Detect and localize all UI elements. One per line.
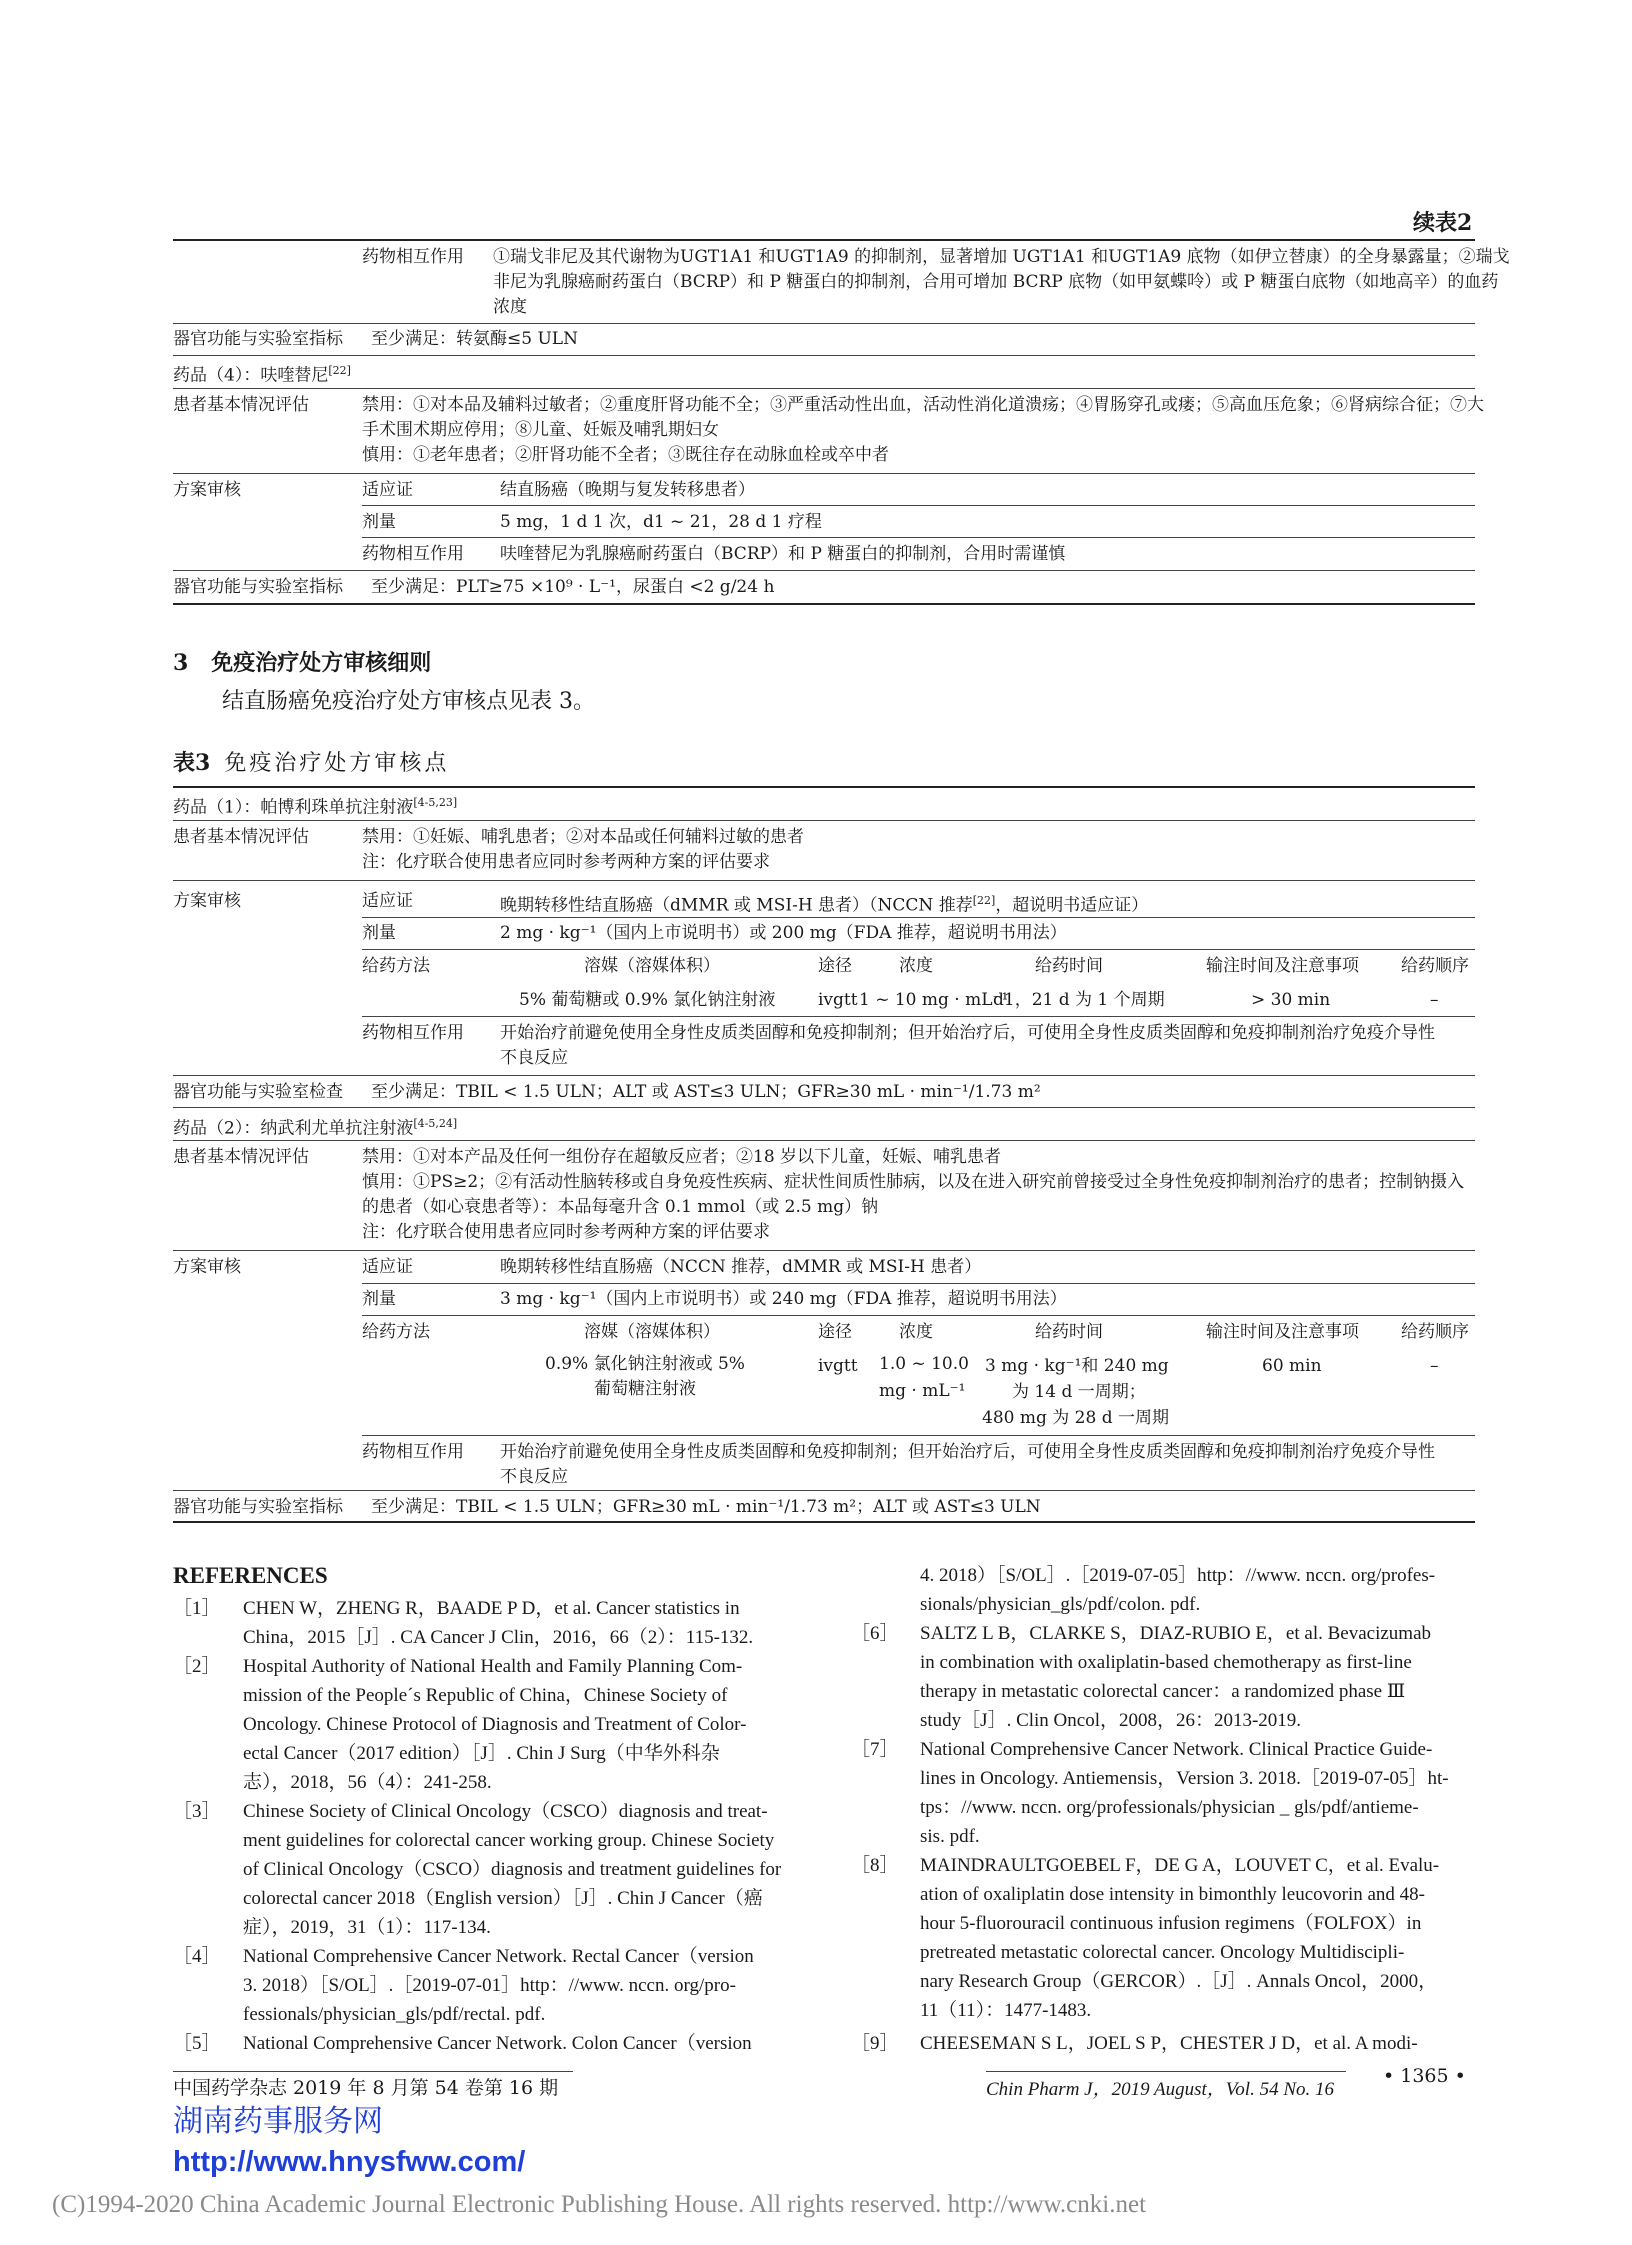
admin-cell: ivgtt [818, 990, 858, 1010]
organ-label: 器官功能与实验室检查 [173, 1082, 343, 1102]
plan-value: 呋喹替尼为乳腺癌耐药蛋白（BCRP）和 P 糖蛋白的抑制剂，合用时需谨慎 [500, 544, 1066, 564]
ref-line: fessionals/physician_gls/pdf/rectal. pdf. [243, 2004, 546, 2025]
admin-header: 输注时间及注意事项 [1206, 956, 1359, 976]
ref-line: of Clinical Oncology（CSCO）diagnosis and treatment guidelines for [243, 1859, 782, 1880]
plan-value: 结直肠癌（晚期与复发转移患者） [500, 480, 755, 500]
admin-cell: – [1430, 990, 1439, 1010]
section-heading: 3 免疫治疗处方审核细则 [173, 650, 432, 676]
organ-value: 至少满足：TBIL < 1.5 ULN；ALT 或 AST≤3 ULN；GFR≥30 mL · min⁻¹/1.73 m² [371, 1082, 1041, 1102]
table-top-rule [173, 786, 1475, 788]
ref-line: study［J］. Clin Oncol，2008，26：2013-2019. [920, 1710, 1302, 1731]
plan-label: 方案审核 [173, 891, 241, 911]
plan-key: 剂量 [362, 923, 396, 943]
sub-rule [362, 1435, 1475, 1436]
references-heading: REFERENCES [173, 1563, 328, 1588]
drug-title: 药品（2）：纳武利尤单抗注射液[4-5,24] [173, 1117, 458, 1139]
interaction-line: 开始治疗前避免使用全身性皮质类固醇和免疫抑制剂；但开始治疗后，可使用全身性皮质类固醇和免疫抑制剂治疗免疫介导性 [500, 1023, 1435, 1043]
admin-header: 溶媒（溶媒体积） [584, 1322, 720, 1342]
plan-key: 剂量 [362, 1289, 396, 1309]
footer-journal-en: Chin Pharm J，2019 August，Vol. 54 No. 16 [986, 2079, 1334, 2100]
ref-line: SALTZ L B，CLARKE S，DIAZ-RUBIO E，et al. Bevacizumab [920, 1623, 1431, 1644]
ref-line: mission of the People´s Republic of China，Chinese Society of [243, 1685, 728, 1706]
drug-title: 药品（4）：呋喹替尼[22] [173, 364, 351, 386]
interaction-line: 非尼为乳腺癌耐药蛋白（BCRP）和 P 糖蛋白的抑制剂，合用可增加 BCRP 底物（如甲氨蝶呤）或 P 糖蛋白底物（如地高辛）的血药 [493, 272, 1499, 292]
ref-line: lines in Oncology. Antiemensis，Version 3. 2018.［2019-07-05］ht- [920, 1768, 1449, 1789]
ref-number: ［7］ [851, 1739, 899, 1760]
organ-label: 器官功能与实验室指标 [173, 1497, 343, 1517]
sub-rule [362, 537, 1475, 538]
ref-number: ［2］ [173, 1656, 221, 1677]
interaction-line: ①瑞戈非尼及其代谢物为UGT1A1 和UGT1A9 的抑制剂，显著增加 UGT1A1 和UGT1A9 底物（如伊立替康）的全身暴露量；②瑞戈 [493, 247, 1510, 267]
admin-infusion: 60 min [1262, 1356, 1322, 1376]
section-intro: 结直肠癌免疫治疗处方审核点见表 3。 [222, 689, 595, 714]
interaction-line: 浓度 [493, 297, 527, 317]
sub-rule [362, 1016, 1475, 1017]
patient-label: 患者基本情况评估 [173, 827, 309, 847]
dose-value: 3 mg · kg⁻¹（国内上市说明书）或 240 mg（FDA 推荐，超说明书用法） [500, 1289, 1067, 1309]
ref-line: tps：//www. nccn. org/professionals/physician _ gls/pdf/antieme- [920, 1797, 1419, 1818]
ref-line: 4. 2018）［S/OL］.［2019-07-05］http：//www. nccn. org/profes- [920, 1565, 1436, 1586]
plan-key: 药物相互作用 [362, 544, 464, 564]
admin-conc: 1.0 ~ 10.0 [879, 1354, 969, 1374]
row-rule [173, 1140, 1475, 1141]
dose-value: 2 mg · kg⁻¹（国内上市说明书）或 200 mg（FDA 推荐，超说明书用法） [500, 923, 1067, 943]
admin-cell: 1 ~ 10 mg · mL⁻¹ [859, 990, 1009, 1010]
ref-line: China，2015［J］. CA Cancer J Clin，2016，66（2）：115-132. [243, 1627, 754, 1648]
ref-number: ［9］ [851, 2033, 899, 2054]
patient-line: 注：化疗联合使用患者应同时参考两种方案的评估要求 [362, 852, 770, 872]
admin-header: 溶媒（溶媒体积） [584, 956, 720, 976]
ref-line: Oncology. Chinese Protocol of Diagnosis and Treatment of Color- [243, 1714, 747, 1735]
copyright-line: (C)1994-2020 China Academic Journal Electronic Publishing House. All rights reserved. http://www.cnki.net [52, 2191, 1147, 2218]
table-caption: 表3 免疫治疗处方审核点 [173, 750, 450, 776]
ref-line: sis. pdf. [920, 1826, 980, 1847]
ref-line: National Comprehensive Cancer Network. Rectal Cancer（version [243, 1946, 754, 1967]
admin-header: 输注时间及注意事项 [1206, 1322, 1359, 1342]
ref-number: ［3］ [173, 1801, 221, 1822]
organ-value: 至少满足：PLT≥75 ×10⁹ · L⁻¹，尿蛋白 <2 g/24 h [371, 577, 775, 597]
row-rule [173, 570, 1475, 571]
patient-line: 禁用：①对本品及辅料过敏者；②重度肝肾功能不全；③严重活动性出血，活动性消化道溃疡；④胃肠穿孔或瘘；⑤高血压危象；⑥肾病综合征；⑦大 [362, 395, 1484, 415]
patient-line: 慎用：①老年患者；②肝肾功能不全者；③既往存在动脉血栓或卒中者 [362, 445, 889, 465]
patient-label: 患者基本情况评估 [173, 1147, 309, 1167]
row-rule [173, 355, 1475, 356]
sub-rule [362, 505, 1475, 506]
ref-line: hour 5-fluorouracil continuous infusion regimens（FOLFOX）in [920, 1913, 1422, 1934]
plan-value: 5 mg，1 d 1 次，d1 ~ 21，28 d 1 疗程 [500, 512, 822, 532]
ref-line: ectal Cancer（2017 edition）［J］. Chin J Surg（中华外科杂 [243, 1743, 720, 1764]
patient-label: 患者基本情况评估 [173, 395, 309, 415]
plan-key: 适应证 [362, 891, 413, 911]
admin-order: – [1430, 1356, 1439, 1376]
ref-number: ［4］ [173, 1946, 221, 1967]
continued-table-label: 续表2 [1413, 210, 1473, 236]
admin-header: 给药时间 [1035, 1322, 1103, 1342]
organ-label: 器官功能与实验室指标 [173, 329, 343, 349]
admin-header: 浓度 [899, 1322, 933, 1342]
admin-cell: > 30 min [1251, 990, 1331, 1010]
admin-header: 给药顺序 [1401, 1322, 1469, 1342]
admin-cell: d1，21 d 为 1 个周期 [993, 990, 1165, 1010]
organ-value: 至少满足：转氨酶≤5 ULN [371, 329, 578, 349]
plan-key: 适应证 [362, 480, 413, 500]
row-rule [173, 388, 1475, 389]
watermark-url[interactable]: http://www.hnysfww.com/ [173, 2146, 526, 2178]
admin-header: 途径 [818, 1322, 852, 1342]
row-rule [173, 323, 1475, 324]
admin-solvent: 葡萄糖注射液 [594, 1379, 696, 1399]
ref-line: colorectal cancer 2018（English version）［J］. Chin J Cancer（癌 [243, 1888, 763, 1909]
plan-label: 方案审核 [173, 1257, 241, 1277]
plan-key: 药物相互作用 [362, 1023, 464, 1043]
interaction-line: 不良反应 [500, 1467, 568, 1487]
ref-line: CHEN W，ZHENG R，BAADE P D，et al. Cancer statistics in [243, 1598, 740, 1619]
ref-line: Chinese Society of Clinical Oncology（CSCO）diagnosis and treat- [243, 1801, 768, 1822]
admin-time: 3 mg · kg⁻¹和 240 mg [985, 1356, 1169, 1376]
plan-key: 适应证 [362, 1257, 413, 1277]
admin-header: 给药时间 [1035, 956, 1103, 976]
footer-journal-cn: 中国药学杂志 2019 年 8 月第 54 卷第 16 期 [173, 2077, 559, 2099]
admin-header: 给药顺序 [1401, 956, 1469, 976]
ref-line: National Comprehensive Cancer Network. Clinical Practice Guide- [920, 1739, 1433, 1760]
watermark-cn: 湖南药事服务网 [173, 2104, 383, 2139]
footer-rule-left [173, 2071, 573, 2072]
ref-line: in combination with oxaliplatin-based chemotherapy as first-line [920, 1652, 1412, 1673]
ref-number: ［6］ [851, 1623, 899, 1644]
indication-value: 晚期转移性结直肠癌（dMMR 或 MSI-H 患者）（NCCN 推荐[22]，超说明书适应证） [500, 894, 1149, 916]
organ-value: 至少满足：TBIL < 1.5 ULN；GFR≥30 mL · min⁻¹/1.73 m²；ALT 或 AST≤3 ULN [371, 1497, 1041, 1517]
plan-key: 给药方法 [362, 956, 430, 976]
admin-route: ivgtt [818, 1356, 858, 1376]
ref-line: nary Research Group（GERCOR）.［J］. Annals Oncol，2000， [920, 1971, 1438, 1992]
patient-line: 禁用：①妊娠、哺乳患者；②对本品或任何辅料过敏的患者 [362, 827, 804, 847]
admin-time: 480 mg 为 28 d 一周期 [982, 1408, 1169, 1428]
drug-title: 药品（1）：帕博利珠单抗注射液[4-5,23] [173, 796, 458, 818]
admin-header: 途径 [818, 956, 852, 976]
patient-line: 慎用：①PS≥2；②有活动性脑转移或自身免疫性疾病、症状性间质性肺病，以及在进入研究前曾接受过全身性免疫抑制剂治疗的患者；控制钠摄入 [362, 1172, 1465, 1192]
ref-line: CHEESEMAN S L，JOEL S P，CHESTER J D，et al. A modi- [920, 2033, 1418, 2054]
sub-rule [362, 917, 1475, 918]
row-rule [173, 1250, 1475, 1251]
row-rule [173, 473, 1475, 474]
page-number: • 1365 • [1383, 2065, 1466, 2087]
row-rule [173, 1075, 1475, 1076]
ref-number: ［8］ [851, 1855, 899, 1876]
interaction-line: 不良反应 [500, 1048, 568, 1068]
ref-line: 志），2018，56（4）：241-258. [243, 1772, 492, 1793]
plan-key: 药物相互作用 [362, 1442, 464, 1462]
patient-line: 注：化疗联合使用患者应同时参考两种方案的评估要求 [362, 1222, 770, 1242]
organ-label: 器官功能与实验室指标 [173, 577, 343, 597]
ref-line: National Comprehensive Cancer Network. Colon Cancer（version [243, 2033, 752, 2054]
ref-line: sionals/physician_gls/pdf/colon. pdf. [920, 1594, 1201, 1615]
patient-line: 手术围术期应停用；⑧儿童、妊娠及哺乳期妇女 [362, 420, 719, 440]
ref-line: 11（11）：1477-1483. [920, 2000, 1092, 2021]
footer-rule-right [986, 2071, 1346, 2072]
ref-number: ［1］ [173, 1598, 221, 1619]
admin-solvent: 0.9% 氯化钠注射液或 5% [545, 1354, 745, 1374]
table-bottom-rule [173, 1521, 1475, 1523]
ref-line: therapy in metastatic colorectal cancer：a randomized phase Ⅲ [920, 1681, 1406, 1702]
ref-line: 症），2019，31（1）：117-134. [243, 1917, 491, 1938]
indication-value: 晚期转移性结直肠癌（NCCN 推荐，dMMR 或 MSI-H 患者） [500, 1257, 982, 1277]
admin-conc: mg · mL⁻¹ [879, 1381, 966, 1401]
patient-line: 的患者（如心衰患者等）：本品每毫升含 0.1 mmol（或 2.5 mg）钠 [362, 1197, 879, 1217]
ref-line: Hospital Authority of National Health and Family Planning Com- [243, 1656, 743, 1677]
sub-rule [362, 949, 1475, 950]
interaction-label: 药物相互作用 [362, 247, 464, 267]
row-rule [173, 1490, 1475, 1491]
ref-line: pretreated metastatic colorectal cancer. Oncology Multidiscipli- [920, 1942, 1405, 1963]
ref-line: MAINDRAULTGOEBEL F，DE G A，LOUVET C，et al. Evalu- [920, 1855, 1440, 1876]
row-rule [173, 880, 1475, 881]
row-rule [173, 1107, 1475, 1108]
patient-line: 禁用：①对本产品及任何一组份存在超敏反应者；②18 岁以下儿童，妊娠、哺乳患者 [362, 1147, 1002, 1167]
admin-time: 为 14 d 一周期； [1012, 1382, 1146, 1402]
sub-rule [362, 1283, 1475, 1284]
ref-line: ment guidelines for colorectal cancer working group. Chinese Society [243, 1830, 775, 1851]
table-top-rule [173, 239, 1475, 241]
plan-label: 方案审核 [173, 480, 241, 500]
table-bottom-rule [173, 603, 1475, 605]
admin-cell: 5% 葡萄糖或 0.9% 氯化钠注射液 [519, 990, 776, 1010]
ref-number: ［5］ [173, 2033, 221, 2054]
plan-key: 给药方法 [362, 1322, 430, 1342]
row-rule [173, 820, 1475, 821]
interaction-line: 开始治疗前避免使用全身性皮质类固醇和免疫抑制剂；但开始治疗后，可使用全身性皮质类固醇和免疫抑制剂治疗免疫介导性 [500, 1442, 1435, 1462]
ref-line: ation of oxaliplatin dose intensity in bimonthly leucovorin and 48- [920, 1884, 1426, 1905]
plan-key: 剂量 [362, 512, 396, 532]
sub-rule [362, 1315, 1475, 1316]
ref-line: 3. 2018）［S/OL］.［2019-07-01］http：//www. nccn. org/pro- [243, 1975, 736, 1996]
admin-header: 浓度 [899, 956, 933, 976]
